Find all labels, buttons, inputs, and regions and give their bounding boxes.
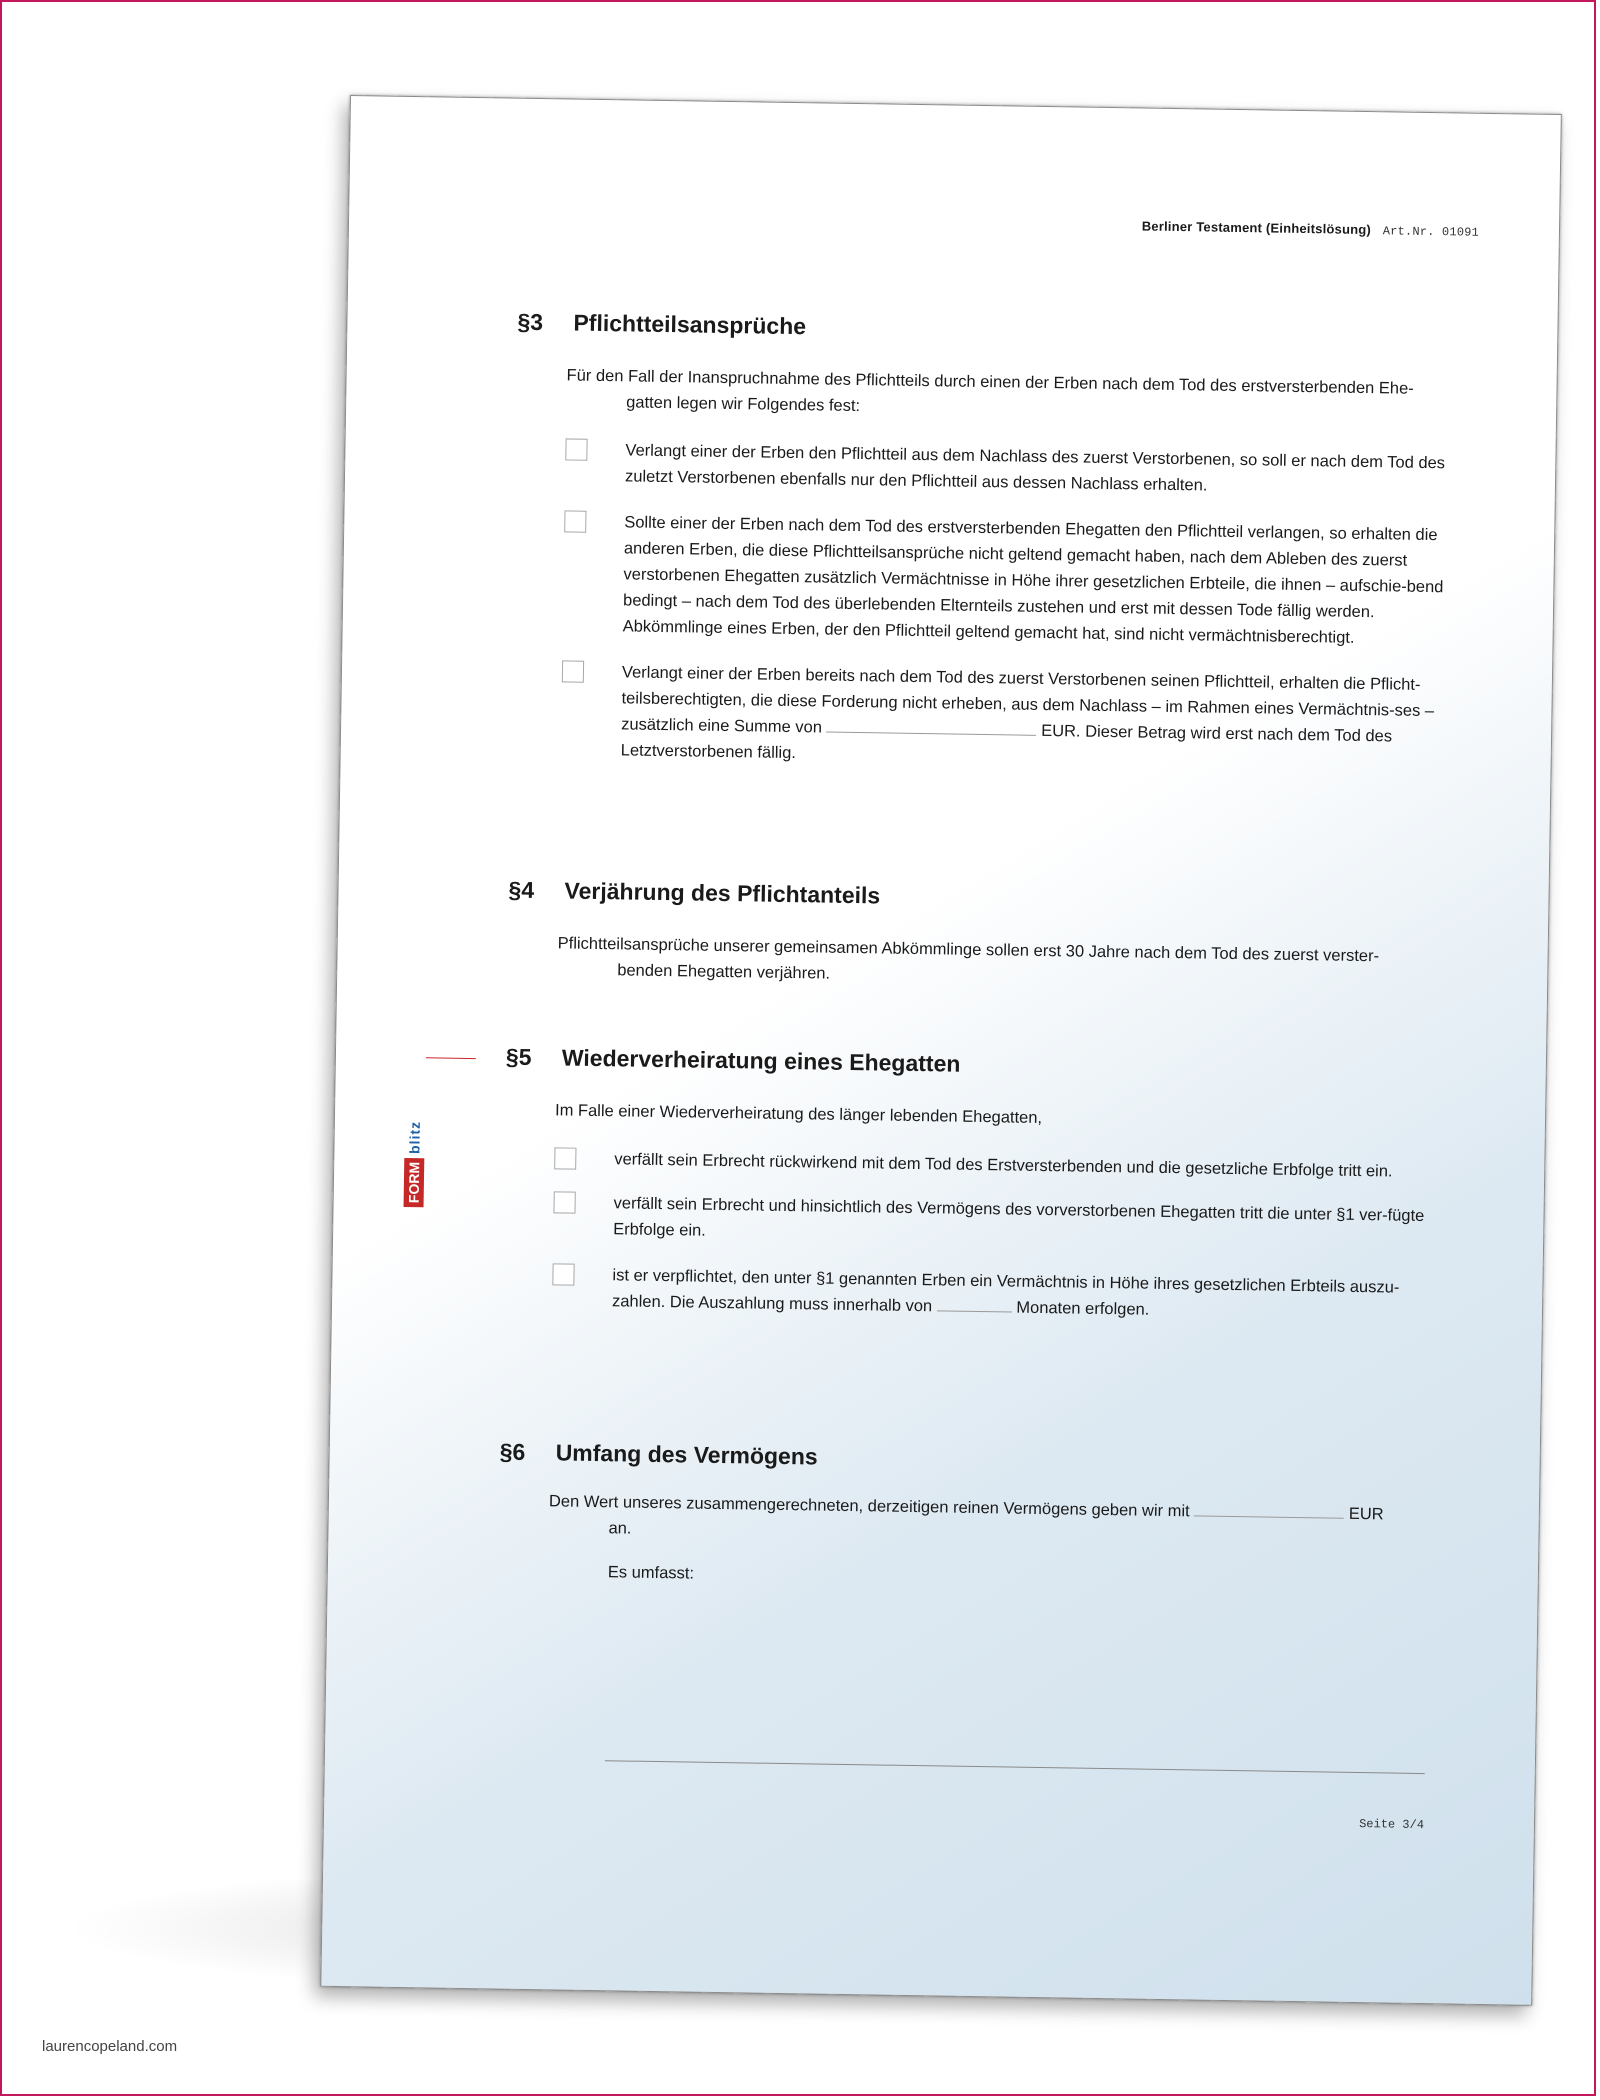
logo-accent-line [426, 1057, 476, 1059]
option-item [511, 658, 1443, 777]
option-item [503, 1189, 1434, 1256]
signature-line [605, 1760, 1425, 1774]
option-text: Sollte einer der Erben nach dem Tod des erstversterbenden Ehegatten den Pflichtteil verlangen, so erhalten die anderen Erben, die diese Pflichtteilsansprüche nicht geltend gemacht haben, nach dem Ableben des zuerst verstorbenen Ehegatten zusätzlich Vermächtnisse in Höhe ihrer gesetzlichen Erbteile, die ihnen – aufschie-bend bedingt – nach dem Tod des überlebenden Elternteils zustehen und erst mit dessen Tode fällig werden. Abkömmlinge eines Erben, der den Pflichtteil geltend gemacht hat, sind nicht vermächtnisberechtigt. [622, 513, 1444, 647]
intro-line-1: Für den Fall der Inanspruchnahme des Pflichtteils durch einen der Erben nach dem Tod des erstversterbenden Ehe- [566, 366, 1414, 398]
option-text: verfällt sein Erbrecht und hinsichtlich des Vermögens des vorverstorbenen Ehegatten tritt die unter §1 ver-fügte Erbfolge ein. [613, 1194, 1425, 1240]
section-title: Pflichtteilsansprüche [573, 309, 807, 340]
section-heading [508, 877, 1438, 919]
section-title: Umfang des Vermögens [555, 1439, 818, 1470]
months-blank-field[interactable] [937, 1294, 1012, 1312]
document-page [320, 95, 1562, 2006]
section-number: §4 [508, 876, 535, 903]
option-text: ist er verpflichtet, den unter §1 genannten Erben ein Vermächtnis in Höhe ihres gesetzlichen Erbteils auszu-zahlen. Die Auszahlung muss innerhalb von [611, 1266, 1400, 1316]
section-heading [517, 309, 1447, 351]
option-text-cont: EUR. Dieser Betrag wird erst nach dem Tod des Letztverstorbenen fällig. [620, 721, 1393, 763]
intro-line-2: gatten legen wir Folgendes fest: [626, 393, 861, 416]
option-text: Verlangt einer der Erben bereits nach dem Tod des zuerst Verstorbenen seinen Pflichtteil, erhalten die Pflicht-teilsberechtigten, die diese Forderung nicht erheben, aus dem Nachlass – im Rahmen eines Vermächtnis-ses – zusätzlich eine Summe von [621, 663, 1435, 737]
section-text [498, 1488, 1429, 1555]
value-blank-field[interactable] [1194, 1499, 1344, 1518]
option-item [515, 436, 1446, 503]
section-6 [498, 1439, 1430, 1599]
option-item [512, 508, 1444, 653]
section-intro [516, 362, 1447, 429]
section-heading [506, 1044, 1436, 1086]
article-number: Art.Nr. 01091 [1382, 224, 1480, 240]
option-text-cont: Monaten erfolgen. [1016, 1298, 1150, 1319]
text-line-2: benden Ehegatten verjähren. [617, 961, 831, 983]
text-line-1: Pflichtteilsansprüche unserer gemeinsamen Abkömmlinge sollen erst 30 Jahre nach dem Tod des zuerst verster- [557, 934, 1380, 966]
option-item [502, 1261, 1433, 1328]
option-checkbox[interactable] [553, 1191, 575, 1213]
option-text: Verlangt einer der Erben den Pflichtteil aus dem Nachlass des zuerst Verstorbenen, so soll er nach dem Tod des zuletzt Verstorbenen ebenfalls nur den Pflichtteil aus dessen Nachlass erhalten. [624, 441, 1446, 495]
option-checkbox[interactable] [562, 660, 584, 682]
includes-label: Es umfasst: [607, 1563, 695, 1583]
option-checkbox[interactable] [554, 1147, 576, 1169]
option-checkbox[interactable] [564, 510, 586, 532]
section-number: §3 [517, 308, 544, 336]
section-heading [499, 1439, 1429, 1481]
section-3 [511, 309, 1448, 777]
formblitz-logo [404, 1057, 426, 1207]
section-5 [502, 1044, 1436, 1328]
page-number: Seite 3/4 [1359, 1817, 1425, 1833]
document-title: Berliner Testament (Einheitslösung) [1141, 218, 1372, 238]
option-checkbox[interactable] [552, 1263, 574, 1285]
text-line-2: an. [608, 1519, 632, 1538]
section-number: §6 [499, 1438, 526, 1465]
document-header [1142, 218, 1479, 239]
amount-blank-field[interactable] [826, 716, 1036, 736]
section-title: Verjährung des Pflichtanteils [564, 877, 881, 909]
section-text [507, 930, 1438, 997]
section-4 [507, 877, 1439, 997]
section-intro: Im Falle einer Wiederverheiratung des länger lebenden Ehegatten, [554, 1101, 1043, 1127]
section-number: §5 [505, 1043, 532, 1070]
source-watermark: laurencopeland.com [42, 2038, 178, 2055]
section-title: Wiederverheiratung eines Ehegatten [561, 1044, 961, 1077]
option-text: verfällt sein Erbrecht rückwirkend mit dem Tod des Erstversterbenden und die gesetzliche Erbfolge tritt ein. [614, 1150, 1393, 1181]
option-checkbox[interactable] [565, 438, 587, 460]
logo-form-text: FORM [404, 1158, 425, 1208]
text-line-1: Den Wert unseres zusammengerechneten, derzeitigen reinen Vermögens geben wir mit [548, 1492, 1190, 1521]
currency-label: EUR [1348, 1504, 1384, 1524]
logo-blitz-text: blitz [406, 1120, 423, 1155]
option-item [504, 1145, 1434, 1186]
